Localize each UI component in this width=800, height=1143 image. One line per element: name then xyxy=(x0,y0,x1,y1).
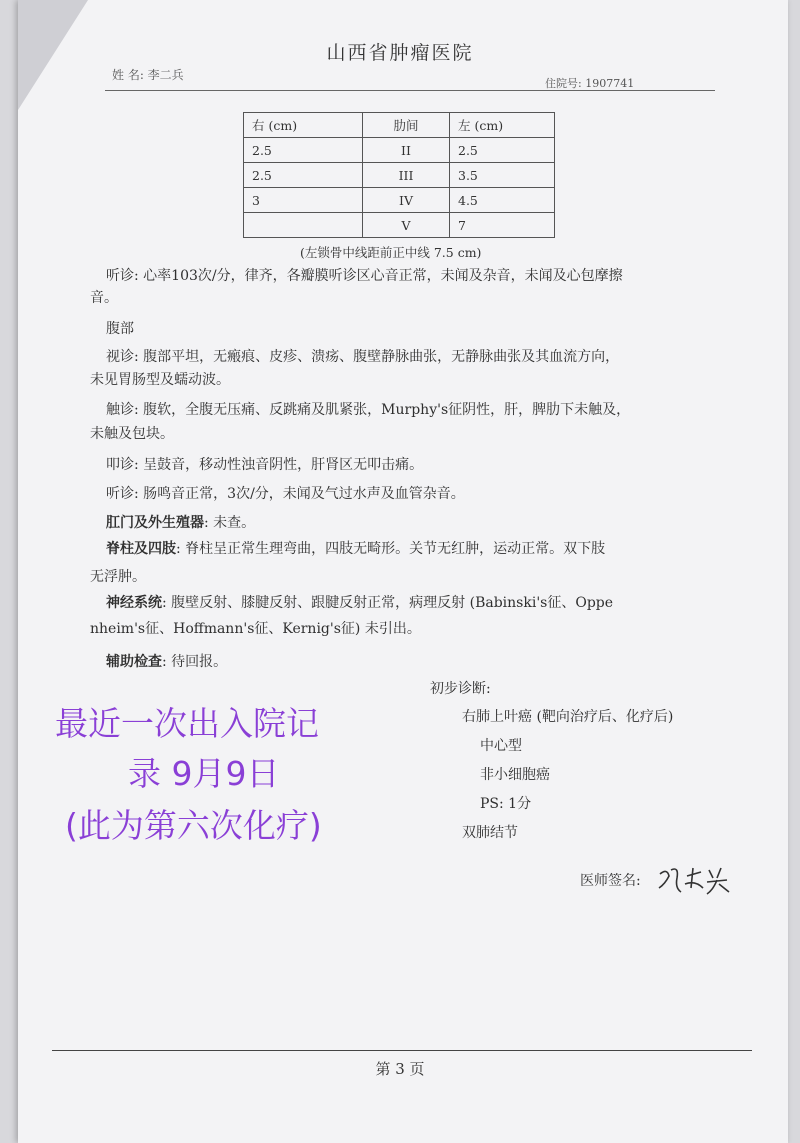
table-cell: 4.5 xyxy=(450,188,555,213)
spine-exam-cont: 无浮肿。 xyxy=(90,569,146,585)
abdomen-percussion: 叩诊: 呈鼓音，移动性浊音阴性，肝肾区无叩击痛。 xyxy=(106,457,424,473)
aux-value: : 待回报。 xyxy=(162,654,228,670)
aux-label: 辅助检查 xyxy=(106,654,162,670)
diagnosis-item: PS: 1分 xyxy=(480,796,532,812)
header-divider xyxy=(105,90,715,91)
inpatient-number: 住院号: 1907741 xyxy=(545,77,635,90)
table-caption: (左锁骨中线距前正中线 7.5 cm) xyxy=(300,245,482,260)
anus-value: : 未查。 xyxy=(204,515,256,531)
page-number: 第 3 页 xyxy=(375,1060,425,1078)
diagnosis-item: 右肺上叶癌 (靶向治疗后、化疗后) xyxy=(462,709,674,725)
aux-exam xyxy=(106,651,227,673)
patient-name: 姓 名: 李二兵 xyxy=(112,68,184,82)
diagnosis-title: 初步诊断: xyxy=(430,681,491,697)
abdomen-auscultation: 听诊: 肠鸣音正常，3次/分，未闻及气过水声及血管杂音。 xyxy=(106,486,465,502)
neuro-exam xyxy=(106,592,613,614)
spine-exam xyxy=(106,538,605,560)
signature-label: 医师签名: xyxy=(580,873,641,889)
diagnosis-item: 非小细胞癌 xyxy=(480,767,550,783)
abdomen-palpation-cont: 未触及包块。 xyxy=(90,426,174,442)
doctor-signature xyxy=(655,858,745,898)
abdomen-inspection-cont: 未见胃肠型及蠕动波。 xyxy=(90,372,230,388)
overlay-note-line2: 录 9月9日 xyxy=(128,754,280,793)
table-cell xyxy=(244,213,363,238)
table-header-cell: 右 (cm) xyxy=(244,113,363,138)
table-cell: II xyxy=(363,138,450,163)
table-cell: V xyxy=(363,213,450,238)
table-cell: 3 xyxy=(244,188,363,213)
abdomen-heading: 腹部 xyxy=(106,321,134,337)
table-cell: IV xyxy=(363,188,450,213)
table-cell: 3.5 xyxy=(450,163,555,188)
table-header-cell: 左 (cm) xyxy=(450,113,555,138)
anus-label: 肛门及外生殖器 xyxy=(106,515,204,531)
anus-exam xyxy=(106,512,255,534)
table-row xyxy=(244,138,555,163)
table-cell: 2.5 xyxy=(450,138,555,163)
spine-value: : 脊柱呈正常生理弯曲，四肢无畸形。关节无红肿，运动正常。双下肢 xyxy=(176,541,606,557)
heart-auscultation-cont: 音。 xyxy=(90,290,118,306)
heart-border-table xyxy=(243,112,555,238)
table-row xyxy=(244,163,555,188)
abdomen-palpation: 触诊: 腹软，全腹无压痛、反跳痛及肌紧张，Murphy's征阴性，肝，脾肋下未触及， xyxy=(106,402,631,418)
neuro-value: : 腹壁反射、膝腱反射、跟腱反射正常，病理反射 (Babinski's征、Oppe xyxy=(162,595,614,611)
table-cell: III xyxy=(363,163,450,188)
heart-auscultation: 听诊: 心率103次/分，律齐，各瓣膜听诊区心音正常，未闻及杂音，未闻及心包摩擦 xyxy=(106,268,623,284)
abdomen-inspection: 视诊: 腹部平坦，无瘢痕、皮疹、溃疡、腹壁静脉曲张，无静脉曲张及其血流方向， xyxy=(106,349,620,365)
table-row xyxy=(244,188,555,213)
footer-divider xyxy=(52,1050,752,1051)
spine-label: 脊柱及四肢 xyxy=(106,541,176,557)
overlay-note-line1: 最近一次出入院记 xyxy=(55,704,319,743)
table-header-row xyxy=(244,113,555,138)
table-cell: 7 xyxy=(450,213,555,238)
neuro-label: 神经系统 xyxy=(106,595,162,611)
diagnosis-item: 中心型 xyxy=(480,738,522,754)
table-cell: 2.5 xyxy=(244,138,363,163)
neuro-exam-cont: nheim's征、Hoffmann's征、Kernig's征) 未引出。 xyxy=(90,621,421,637)
table-row xyxy=(244,213,555,238)
table-header-cell: 肋间 xyxy=(363,113,450,138)
diagnosis-item: 双肺结节 xyxy=(462,825,518,841)
table-cell: 2.5 xyxy=(244,163,363,188)
overlay-note-line3: (此为第六次化疗) xyxy=(65,806,322,845)
hospital-title: 山西省肿瘤医院 xyxy=(326,42,474,64)
